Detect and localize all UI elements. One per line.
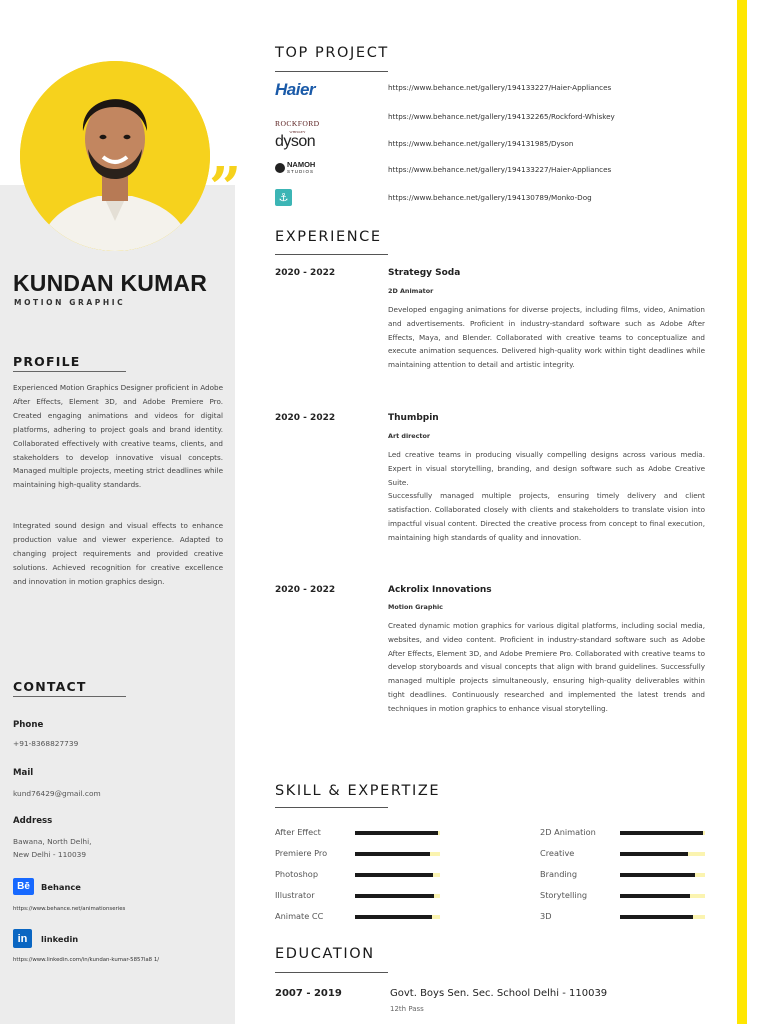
dyson-logo: dyson bbox=[275, 133, 316, 150]
experience-heading-rule bbox=[275, 254, 388, 255]
namoh-logo bbox=[275, 161, 315, 175]
skill-name: Branding bbox=[540, 869, 578, 879]
profile-paragraph-2: Integrated sound design and visual effects to enhance production value and viewer experience. Adapted to changing project requirements and provided creative solutions. Achieved recognition for creative excellence and innovation in motion graphics design. bbox=[13, 521, 223, 586]
experience-heading: EXPERIENCE bbox=[275, 229, 382, 245]
mail-label: Mail bbox=[13, 768, 34, 778]
rockford-logo-sub: WHISKEY bbox=[289, 130, 306, 134]
skill-bar-track bbox=[355, 915, 440, 919]
profile-heading: PROFILE bbox=[13, 354, 81, 369]
skill-name: Creative bbox=[540, 848, 575, 858]
monko-anchor-icon: ⚓ bbox=[275, 189, 292, 206]
haier-logo: Haier bbox=[275, 80, 316, 99]
education-heading: EDUCATION bbox=[275, 946, 375, 962]
skill-bar-track bbox=[355, 873, 440, 877]
project-url-4[interactable]: https://www.behance.net/gallery/194133227/Haier-Appliances bbox=[388, 165, 612, 174]
experience-3-company: Ackrolix Innovations bbox=[388, 585, 492, 595]
skill-name: Photoshop bbox=[275, 869, 319, 879]
address-line-1: Bawana, North Delhi, bbox=[13, 837, 92, 846]
project-url-5[interactable]: https://www.behance.net/gallery/194130789/Monko-Dog bbox=[388, 193, 592, 202]
experience-2-description-part-2: Successfully managed multiple projects, ensuring timely delivery and client satisfaction. Collaborated closely with clients and stakeholders to translate vision into impactful visual content. Directed the creative process from concept to final execution, maintaining high standards of quality and innovation. bbox=[388, 491, 705, 542]
skill-bar-track bbox=[355, 831, 440, 835]
skill-name: 3D bbox=[540, 911, 552, 921]
namoh-logo-sub: STUDIOS bbox=[287, 169, 315, 174]
quote-mark-icon: ” bbox=[209, 155, 238, 221]
skill-bar-fill bbox=[620, 852, 688, 856]
address-line-2: New Delhi - 110039 bbox=[13, 850, 87, 859]
experience-1-description: Developed engaging animations for diverse projects, including films, video, Animation and advertisements. Proficient in industry-standard software such as Adobe After Effects, Maya, and Blender. Collaborated with creative teams to conceptualize and execute animation sequences. Delivered high-quality work within tight deadlines while maintaining attention to detail and artistic integrity. bbox=[388, 305, 705, 370]
experience-3-title: Motion Graphic bbox=[388, 603, 443, 611]
behance-url[interactable]: https://www.behance.net/animationseries bbox=[13, 906, 126, 912]
rockford-logo bbox=[275, 111, 320, 134]
person-role: MOTION GRAPHIC bbox=[14, 298, 126, 307]
skill-name: After Effect bbox=[275, 827, 321, 837]
person-name: KUNDAN KUMAR bbox=[13, 270, 208, 296]
skill-bar-track bbox=[620, 873, 705, 877]
skill-name: Premiere Pro bbox=[275, 848, 328, 858]
skill-bar-track bbox=[620, 894, 705, 898]
experience-2-years: 2020 - 2022 bbox=[275, 413, 336, 423]
profile-photo bbox=[20, 61, 210, 251]
skill-bar-fill bbox=[620, 873, 695, 877]
skill-bar-track bbox=[355, 894, 440, 898]
experience-2-title: Art director bbox=[388, 432, 431, 440]
mail-value[interactable]: kund76429@gmail.com bbox=[13, 789, 101, 798]
skill-bar-track bbox=[355, 852, 440, 856]
project-url-3[interactable]: https://www.behance.net/gallery/194131985/Dyson bbox=[388, 139, 574, 148]
contact-heading-rule bbox=[13, 696, 126, 697]
project-url-2[interactable]: https://www.behance.net/gallery/194132265/Rockford-Whiskey bbox=[388, 112, 615, 121]
contact-heading: CONTACT bbox=[13, 679, 87, 694]
experience-3-years: 2020 - 2022 bbox=[275, 585, 336, 595]
linkedin-url[interactable]: https://www.linkedin.com/in/kundan-kumar-5857la8 1/ bbox=[13, 957, 160, 963]
experience-2-description bbox=[388, 448, 705, 545]
linkedin-icon[interactable]: in bbox=[13, 929, 32, 948]
phone-value: +91-8368827739 bbox=[13, 739, 79, 748]
education-level: 12th Pass bbox=[390, 1005, 424, 1013]
skill-bar-fill bbox=[355, 831, 438, 835]
profile-heading-rule bbox=[13, 371, 126, 372]
skill-bar-fill bbox=[620, 915, 693, 919]
skill-name: Animate CC bbox=[275, 911, 324, 921]
education-years: 2007 - 2019 bbox=[275, 988, 342, 999]
experience-1-title: 2D Animator bbox=[388, 287, 434, 295]
skills-heading-rule bbox=[275, 807, 388, 808]
skill-bar-fill bbox=[355, 894, 434, 898]
education-heading-rule bbox=[275, 972, 388, 973]
skill-bar-track bbox=[620, 831, 705, 835]
project-url-1[interactable]: https://www.behance.net/gallery/194133227/Haier-Appliances bbox=[388, 83, 612, 92]
skill-name: Storytelling bbox=[540, 890, 588, 900]
sidebar bbox=[0, 185, 235, 1024]
skill-bar-track bbox=[620, 915, 705, 919]
top-project-heading-rule bbox=[275, 71, 388, 72]
experience-2-description-part-1: Led creative teams in producing visually compelling designs across various media. Expert in visual storytelling, branding, and design software such as Adobe Creative Suite. bbox=[388, 450, 705, 487]
namoh-logo-mark-icon bbox=[275, 163, 285, 173]
skill-name: Illustrator bbox=[275, 890, 315, 900]
education-school: Govt. Boys Sen. Sec. School Delhi - 110039 bbox=[390, 988, 608, 999]
accent-bar bbox=[737, 0, 747, 1024]
skill-bar-fill bbox=[355, 873, 433, 877]
skill-bar-fill bbox=[620, 894, 690, 898]
skill-bar-track bbox=[620, 852, 705, 856]
experience-1-years: 2020 - 2022 bbox=[275, 268, 336, 278]
skills-heading: SKILL & EXPERTIZE bbox=[275, 783, 441, 799]
skill-bar-fill bbox=[355, 852, 430, 856]
linkedin-label[interactable]: linkedin bbox=[41, 934, 79, 944]
experience-2-company: Thumbpin bbox=[388, 413, 439, 423]
top-project-heading: TOP PROJECT bbox=[275, 45, 389, 61]
address-label: Address bbox=[13, 816, 53, 826]
behance-label[interactable]: Behance bbox=[41, 882, 81, 892]
skill-bar-fill bbox=[355, 915, 432, 919]
phone-label: Phone bbox=[13, 720, 44, 730]
experience-1-company: Strategy Soda bbox=[388, 268, 461, 278]
profile-paragraph-1: Experienced Motion Graphics Designer proficient in Adobe After Effects, Element 3D, and Adobe Premiere Pro. Created engaging animations and videos for digital platforms, adhering to project goals and brand identity. Collaborated effectively with creative teams, clients, and stakeholders to develop innovative visual concepts. Managed multiple projects, meeting strict deadlines while maintaining high-quality standards. bbox=[13, 383, 223, 490]
skill-bar-fill bbox=[620, 831, 703, 835]
experience-3-description: Created dynamic motion graphics for various digital platforms, including social media, websites, and video content. Proficient in industry-standard software such as Adobe After Effects, Element 3D, and Adobe Premiere Pro. Collaborated with creative teams to develop storyboards and visual concepts that align with brand guidelines. Successfully managed multiple projects simultaneously, ensuring high-quality deliverables within tight deadlines. Continuously researched and implemented the latest trends and techniques in motion graphics to enhance visual storytelling. bbox=[388, 621, 705, 713]
namoh-logo-text: NAMOH bbox=[287, 160, 316, 169]
behance-icon[interactable]: Bē bbox=[13, 878, 34, 895]
skill-name: 2D Animation bbox=[540, 827, 596, 837]
rockford-logo-text: ROCKFORD bbox=[275, 119, 320, 128]
